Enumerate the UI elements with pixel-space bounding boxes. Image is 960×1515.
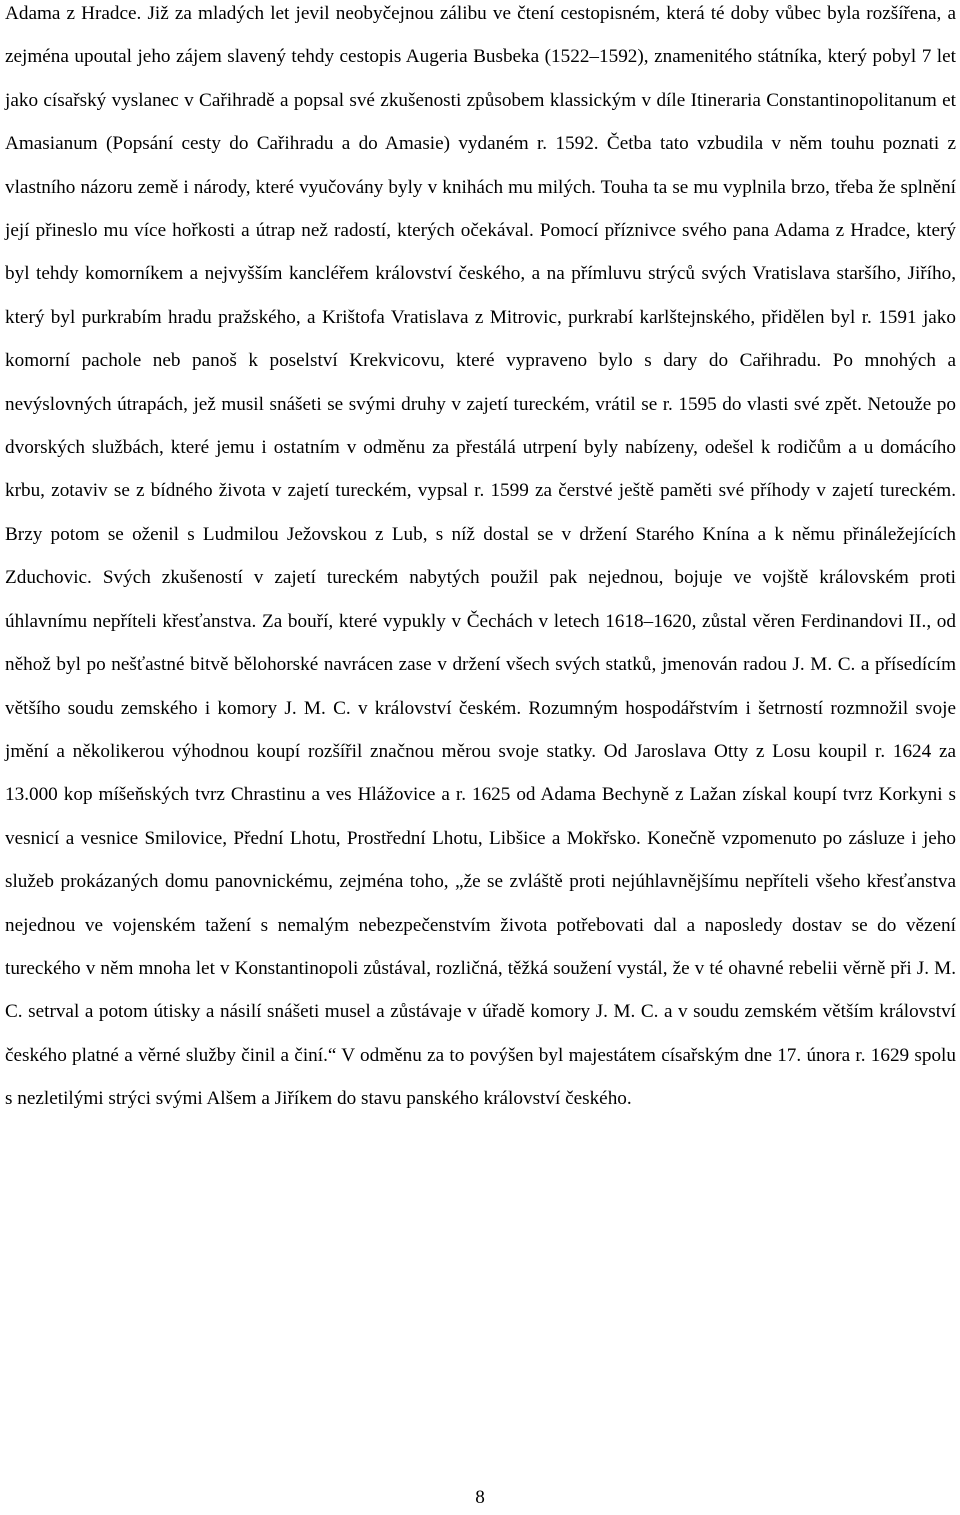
page-number: 8 bbox=[475, 1487, 485, 1508]
body-paragraph: Adama z Hradce. Již za mladých let jevil neobyčejnou zálibu ve čtení cestopisném, která té doby vůbec byla rozšířena, a zejména upoutal jeho zájem slavený tehdy cestopis Augeria Busbeka (1522–1592), znamenitého státníka, který pobyl 7 let jako císařský vyslanec v Cařihradě a popsal své zkušenosti způsobem klassickým v díle Itineraria Constantinopolitanum et Amasianum (Popsání cesty do Cařihradu a do Amasie) vydaném r. 1592. Četba tato vzbudila v něm touhu poznati z vlastního názoru země i národy, které vyučovány byly v knihách mu milých. Touha ta se mu vyplnila brzo, třeba že splnění její přineslo mu více hořkosti a útrap než radostí, kterých očekával. Pomocí příznivce svého pana Adama z Hradce, který byl tehdy komorníkem a nejvyšším kancléřem království českého, a na přímluvu strýců svých Vratislava staršího, Jiřího, který byl purkrabím hradu pražského, a Krištofa Vratislava z Mitrovic, purkrabí karlštejnského, přidělen byl r. 1591 jako komorní pachole neb panoš k poselství Krekvicovu, které vypraveno bylo s dary do Cařihradu. Po mnohých a nevýslovných útrapách, jež musil snášeti se svými druhy v zajetí tureckém, vrátil se r. 1595 do vlasti své zpět. Netouže po dvorských službách, které jemu i ostatním v odměnu za přestálá utrpení byly nabízeny, odešel k rodičům a u domácího krbu, zotaviv se z bídného života v zajetí tureckém, vypsal r. 1599 za čerstvé ještě paměti své příhody v zajetí tureckém. Brzy potom se oženil s Ludmilou Ježovskou z Lub, s níž dostal se v držení Starého Knína a k němu přináležejících Zduchovic. Svých zkušeností v zajetí tureckém nabytých použil pak nejednou, bojuje ve vojště královském proti úhlavnímu nepříteli křesťanstva. Za bouří, které vypukly v Čechách v letech 1618–1620, zůstal věren Ferdinandovi II., od něhož byl po nešťastné bitvě bělohorské navrácen zase v držení všech svých statků, jmenován radou J. M. C. a přísedícím většího soudu zemského i komory J. M. C. v království českém. Rozumným hospodářstvím i šetrností rozmnožil svoje jmění a několikerou výhodnou koupí rozšířil značnou měrou svoje statky. Od Jaroslava Otty z Losu koupil r. 1624 za 13.000 kop míšeňských tvrz Chrastinu a ves Hlážovice a r. 1625 od Adama Bechyně z Lažan získal koupí tvrz Korkyni s vesnicí a vesnice Smilovice, Přední Lhotu, Prostřední Lhotu, Libšice a Mokřsko. Konečně vzpomenuto po zásluze i jeho služeb prokázaných domu panovnickému, zejména toho, „že se zvláště proti nejúhlavnějšímu nepříteli všeho křesťanstva nejednou ve vojenském tažení s nemalým nebezpečenstvím života potřebovati dal a naposledy dostav se do vězení tureckého v něm mnoha let v Konstantinopoli zůstával, rozličná, těžká soužení vystál, že v té ohavné rebelii věrně při J. M. C. setrval a potom útisky a násilí snášeti musel a zůstávaje v úřadě komory J. M. C. a v soudu zemském větším království českého platné a věrné služby činil a činí.“ V odměnu za to povýšen byl majestátem císařským dne 17. února r. 1629 spolu s nezletilými strýci svými Alšem a Jiříkem do stavu panského království českého. bbox=[5, 3, 956, 1110]
